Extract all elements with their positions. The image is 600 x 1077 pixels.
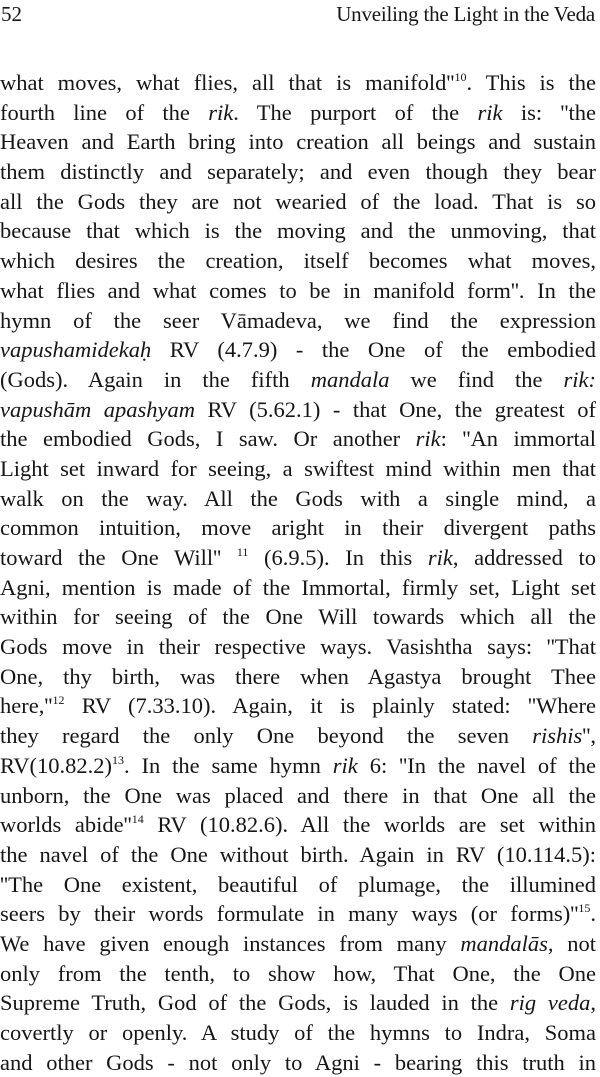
text-line xyxy=(0,988,596,1018)
text-run: . The purport of the xyxy=(233,99,478,125)
text-run: : ''An immortal xyxy=(440,426,596,452)
footnote-marker: 14 xyxy=(131,812,144,827)
footnote-marker: 12 xyxy=(52,693,65,708)
italic-term: mandala xyxy=(310,366,390,392)
text-line xyxy=(0,751,596,781)
text-line xyxy=(0,454,596,484)
text-run: within for seeing of the One Will towards which all the xyxy=(0,604,596,630)
text-line xyxy=(0,602,596,632)
text-run: which desires the creation, itself becomes what moves, xyxy=(0,248,596,274)
text-line xyxy=(0,1048,596,1077)
text-run: not xyxy=(553,930,596,956)
text-run: . In the same hymn xyxy=(123,752,333,778)
text-run: fourth line of the xyxy=(0,99,209,125)
text-line xyxy=(0,543,596,573)
text-run: here,'' xyxy=(0,693,53,719)
page-header xyxy=(0,0,600,36)
text-run: RV(10.82.2) xyxy=(0,752,112,778)
text-run: common intuition, move aright in their divergent paths xyxy=(0,515,596,541)
text-run: we find the xyxy=(389,366,564,392)
footnote-marker: 10 xyxy=(454,70,467,84)
italic-term: rik xyxy=(427,545,453,570)
text-line xyxy=(0,721,596,751)
text-run: Heaven and Earth bring into creation all beings and sustain xyxy=(0,129,596,155)
text-run: unborn, the One was placed and there in that One all the xyxy=(0,782,596,808)
text-run: 6: ''In the navel of the xyxy=(357,752,596,778)
text-line xyxy=(0,216,596,246)
text-run: toward the One Will'' xyxy=(0,545,237,570)
text-run: only from the tenth, to show how, That One, the One xyxy=(0,960,596,986)
page-number: 52 xyxy=(1,2,22,26)
text-run: what flies and what comes to be in manifold form''. In the xyxy=(0,277,596,303)
text-run: Supreme Truth, God of the Gods, is lauded in the xyxy=(0,990,510,1016)
text-run: . This is the xyxy=(466,70,596,95)
text-run: RV (5.62.1) - that One, the greatest of xyxy=(195,396,596,422)
text-line xyxy=(0,513,596,543)
text-run: all the Gods they are not wearied of the load. That is so xyxy=(0,188,596,214)
running-title: Unveiling the Light in the Veda xyxy=(336,2,595,26)
text-run: RV (4.7.9) - the One of the embodied xyxy=(151,337,596,363)
text-run: is: ''the xyxy=(502,99,596,125)
footnote-marker: 11 xyxy=(236,545,249,559)
text-run: them distinctly and separately; and even though they bear xyxy=(0,159,596,185)
text-run: (6.9.5). In this xyxy=(248,545,428,570)
text-run: seers by their words formulate in many ways (or forms)'' xyxy=(0,901,579,927)
italic-term: mandalās, xyxy=(460,930,554,956)
text-run: and other Gods - not only to Agni - bearing this truth in xyxy=(0,1049,596,1075)
text-line xyxy=(0,68,596,98)
text-line xyxy=(0,335,596,365)
text-run: , xyxy=(590,990,596,1016)
body-text xyxy=(0,68,596,1077)
italic-term: vapushām apashyam xyxy=(0,396,196,422)
text-line xyxy=(0,157,596,187)
text-run: (Gods). Again in the fifth xyxy=(0,366,311,392)
italic-term: rik xyxy=(415,426,441,452)
text-line xyxy=(0,781,596,811)
text-run: the navel of the One without birth. Again in RV (10.114.5): xyxy=(0,841,596,867)
text-line xyxy=(0,899,596,929)
text-line xyxy=(0,662,596,692)
text-line xyxy=(0,424,596,454)
text-line xyxy=(0,246,596,276)
italic-term: rig veda xyxy=(509,990,591,1016)
text-line xyxy=(0,98,596,128)
text-line xyxy=(0,484,596,514)
text-line xyxy=(0,810,596,840)
text-line xyxy=(0,959,596,989)
text-run: the embodied Gods, I saw. Or another xyxy=(0,426,416,452)
text-line xyxy=(0,632,596,662)
text-run: RV (10.82.6). All the worlds are set within xyxy=(143,812,596,838)
text-line xyxy=(0,1018,596,1048)
text-run: hymn of the seer Vāmadeva, we find the expression xyxy=(0,307,596,333)
italic-term: rik xyxy=(332,752,358,778)
text-run: One, thy birth, was there when Agastya brought Thee xyxy=(0,663,596,689)
text-line xyxy=(0,573,596,603)
text-line xyxy=(0,276,596,306)
italic-term: rik xyxy=(208,99,234,125)
footnote-marker: 15 xyxy=(578,901,591,916)
text-line xyxy=(0,306,596,336)
footnote-marker: 13 xyxy=(111,752,124,767)
text-run: , addressed to xyxy=(452,545,596,570)
italic-term: rik: xyxy=(563,366,596,392)
italic-term: rishis xyxy=(532,723,583,749)
text-run: walk on the way. All the Gods with a single mind, a xyxy=(0,485,596,511)
text-run: they regard the only One beyond the seven xyxy=(0,723,533,749)
text-line xyxy=(0,127,596,157)
text-line xyxy=(0,691,596,721)
text-run: Gods move in their respective ways. Vasishtha says: ''That xyxy=(0,634,596,660)
text-run: Agni, mention is made of the Immortal, firmly set, Light set xyxy=(0,574,596,600)
text-run: We have given enough instances from many xyxy=(0,930,461,956)
text-run: what moves, what flies, all that is manifold'' xyxy=(0,70,455,95)
text-line xyxy=(0,365,596,395)
text-run: worlds abide'' xyxy=(0,812,132,838)
italic-term: vapushamidekaḥ xyxy=(0,337,152,363)
text-line xyxy=(0,187,596,217)
text-line xyxy=(0,840,596,870)
text-run: RV (7.33.10). Again, it is plainly stated: ''Where xyxy=(64,693,596,719)
text-line xyxy=(0,395,596,425)
italic-term: rik xyxy=(477,99,503,125)
text-line xyxy=(0,870,596,900)
text-line xyxy=(0,929,596,959)
text-run: covertly or openly. A study of the hymns to Indra, Soma xyxy=(0,1020,596,1045)
text-run: '', xyxy=(582,723,596,749)
text-run: because that which is the moving and the unmoving, that xyxy=(0,218,596,244)
text-run: Light set inward for seeing, a swiftest mind within men that xyxy=(0,455,596,481)
text-run: ''The One existent, beautiful of plumage, the illumined xyxy=(0,871,596,897)
text-run: . xyxy=(590,901,596,927)
